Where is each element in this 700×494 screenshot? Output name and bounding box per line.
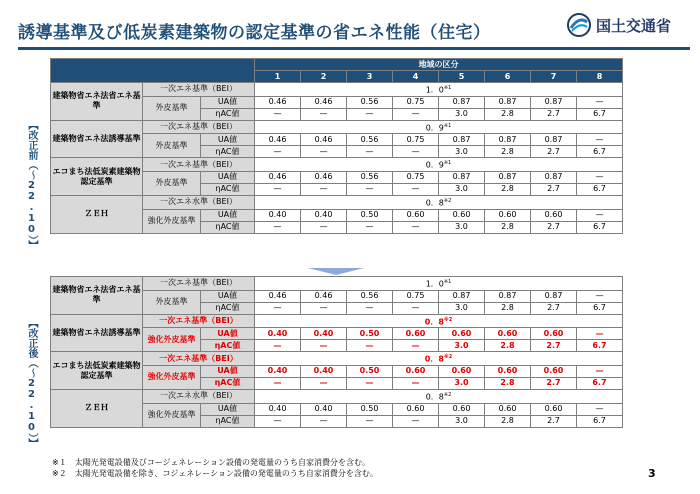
envelope-label-text: 外皮基準 xyxy=(155,103,188,113)
bei-footnote-mark: ※2 xyxy=(443,391,452,398)
nac-value: — xyxy=(255,221,301,233)
bei-label: 一次エネ基準（BEI） xyxy=(143,314,255,328)
nac-value: — xyxy=(301,146,347,158)
bei-value xyxy=(255,314,623,328)
bei-footnote-mark: ※1 xyxy=(443,85,452,91)
bei-value xyxy=(255,120,623,134)
bei-number: 0．9 xyxy=(425,160,444,170)
category-label: エコまち法低炭素建築物認定基準 xyxy=(51,158,143,196)
ua-value: 0.46 xyxy=(255,96,301,108)
ua-value: — xyxy=(577,171,623,183)
nac-value: — xyxy=(301,340,347,352)
envelope-label-text: 強化外皮基準 xyxy=(147,372,196,382)
ua-value: 0.60 xyxy=(393,209,439,221)
nac-value: — xyxy=(255,377,301,389)
nac-label-text: ηAC値 xyxy=(215,109,240,119)
nac-value: 2.8 xyxy=(485,146,531,158)
bei-number: 1．0 xyxy=(425,279,444,289)
envelope-label xyxy=(143,96,201,120)
region-8: 8 xyxy=(577,71,623,83)
category-label: エコまち法低炭素建築物認定基準 xyxy=(51,352,143,390)
ua-value: 0.46 xyxy=(255,171,301,183)
ua-value: 0.87 xyxy=(485,171,531,183)
nac-value: — xyxy=(255,183,301,195)
envelope-label-text: 強化外皮基準 xyxy=(147,410,196,420)
ua-value: 0.40 xyxy=(301,328,347,340)
nac-value: — xyxy=(347,302,393,314)
envelope-label xyxy=(143,403,201,427)
ua-value: 0.60 xyxy=(439,403,485,415)
region-1: 1 xyxy=(255,71,301,83)
nac-value: 6.7 xyxy=(577,415,623,427)
nac-value: 2.8 xyxy=(485,302,531,314)
nac-value: 6.7 xyxy=(577,108,623,120)
ua-value: 0.60 xyxy=(393,328,439,340)
ua-value: — xyxy=(577,134,623,146)
nac-value: — xyxy=(301,415,347,427)
bei-label: 一次エネ水準（BEI） xyxy=(143,389,255,403)
ua-value: 0.87 xyxy=(531,171,577,183)
nac-label xyxy=(201,302,255,314)
bei-footnote-mark: ※2 xyxy=(443,354,453,361)
nac-value: 3.0 xyxy=(439,146,485,158)
nac-label xyxy=(201,415,255,427)
envelope-label-text: 強化外皮基準 xyxy=(147,216,196,226)
down-arrow-icon xyxy=(308,268,364,275)
ua-value: 0.46 xyxy=(301,96,347,108)
footnote-2: ※２ 太陽光発電設備を除き、コジェネレーション設備の発電量のうち自家消費分を含む。 xyxy=(52,469,378,478)
category-label: ＺＥＨ xyxy=(51,389,143,427)
nac-value: — xyxy=(347,415,393,427)
bei-number: 0．8 xyxy=(424,317,444,327)
ua-value: 0.60 xyxy=(531,403,577,415)
nac-value: — xyxy=(301,302,347,314)
category-label: 建築物省エネ法省エネ基準 xyxy=(51,83,143,121)
nac-value: 2.8 xyxy=(485,415,531,427)
nac-value: — xyxy=(393,146,439,158)
ua-label: UA値 xyxy=(201,209,255,221)
page-number: 3 xyxy=(648,467,656,480)
ua-value: 0.87 xyxy=(531,96,577,108)
nac-value: 6.7 xyxy=(577,146,623,158)
envelope-label-text: 外皮基準 xyxy=(155,178,188,188)
nac-value: — xyxy=(347,146,393,158)
ua-value: — xyxy=(577,96,623,108)
region-2: 2 xyxy=(301,71,347,83)
bei-footnote-mark: ※1 xyxy=(443,279,452,285)
ua-value: — xyxy=(577,209,623,221)
ua-value: 0.60 xyxy=(485,403,531,415)
before-bracket: 【改正前（〜22.10）】 xyxy=(26,120,37,250)
envelope-label xyxy=(143,134,201,158)
nac-value: — xyxy=(347,221,393,233)
ua-value: 0.56 xyxy=(347,96,393,108)
ua-label: UA値 xyxy=(201,171,255,183)
envelope-label-text: 外皮基準 xyxy=(155,140,188,150)
mlit-logo xyxy=(566,12,690,38)
ua-value: 0.60 xyxy=(485,328,531,340)
nac-value: 2.7 xyxy=(531,415,577,427)
nac-value: 2.7 xyxy=(531,146,577,158)
nac-label-text: ηAC値 xyxy=(214,378,241,388)
ua-value: 0.87 xyxy=(439,290,485,302)
ua-label: UA値 xyxy=(201,403,255,415)
ua-label: UA値 xyxy=(201,134,255,146)
bei-label: 一次エネ基準（BEI） xyxy=(143,158,255,172)
region-6: 6 xyxy=(485,71,531,83)
nac-value: — xyxy=(393,183,439,195)
ua-value: 0.46 xyxy=(301,134,347,146)
nac-value: 3.0 xyxy=(439,183,485,195)
ua-value: 0.40 xyxy=(301,403,347,415)
ua-value: 0.60 xyxy=(393,365,439,377)
bei-value xyxy=(255,277,623,291)
ua-value: 0.87 xyxy=(439,96,485,108)
nac-value: — xyxy=(347,340,393,352)
ua-value: 0.87 xyxy=(485,96,531,108)
ua-value: 0.50 xyxy=(347,209,393,221)
category-label: 建築物省エネ法省エネ基準 xyxy=(51,277,143,315)
ua-value: 0.40 xyxy=(255,209,301,221)
nac-label xyxy=(201,377,255,389)
bei-value xyxy=(255,389,623,403)
nac-value: 3.0 xyxy=(439,340,485,352)
region-3: 3 xyxy=(347,71,393,83)
ua-value: 0.40 xyxy=(255,365,301,377)
ua-value: 0.46 xyxy=(301,290,347,302)
bei-label: 一次エネ基準（BEI） xyxy=(143,83,255,97)
ua-value: 0.87 xyxy=(439,134,485,146)
nac-value: — xyxy=(255,302,301,314)
nac-value: 3.0 xyxy=(439,221,485,233)
nac-value: 6.7 xyxy=(577,302,623,314)
nac-value: 2.7 xyxy=(531,302,577,314)
ua-value: 0.87 xyxy=(531,290,577,302)
category-label: 建築物省エネ法誘導基準 xyxy=(51,120,143,158)
bei-footnote-mark: ※1 xyxy=(443,122,452,129)
ua-value: 0.60 xyxy=(531,365,577,377)
mlit-logo-icon xyxy=(566,12,592,38)
header-blank xyxy=(51,59,255,83)
envelope-label-text: 強化外皮基準 xyxy=(147,334,196,344)
region-4: 4 xyxy=(393,71,439,83)
nac-label-text: ηAC値 xyxy=(215,222,240,232)
envelope-label xyxy=(143,328,201,352)
footnotes xyxy=(52,457,378,479)
ua-value: 0.60 xyxy=(439,365,485,377)
nac-value: — xyxy=(301,221,347,233)
nac-value: — xyxy=(347,377,393,389)
ua-value: 0.60 xyxy=(439,209,485,221)
nac-value: 2.8 xyxy=(485,377,531,389)
nac-value: 6.7 xyxy=(577,183,623,195)
bei-label: 一次エネ水準（BEI） xyxy=(143,195,255,209)
nac-value: 2.8 xyxy=(485,108,531,120)
bei-value xyxy=(255,352,623,366)
ua-value: 0.50 xyxy=(347,365,393,377)
ua-label: UA値 xyxy=(201,290,255,302)
bei-number: 0．8 xyxy=(424,354,444,364)
ua-value: 0.46 xyxy=(301,171,347,183)
nac-label xyxy=(201,340,255,352)
nac-value: 2.7 xyxy=(531,340,577,352)
ua-value: 0.75 xyxy=(393,171,439,183)
nac-value: 2.7 xyxy=(531,183,577,195)
nac-value: 6.7 xyxy=(577,340,623,352)
ua-value: 0.46 xyxy=(255,134,301,146)
bei-footnote-mark: ※1 xyxy=(443,160,452,167)
nac-label xyxy=(201,108,255,120)
nac-value: — xyxy=(393,340,439,352)
nac-value: — xyxy=(393,415,439,427)
bei-label: 一次エネ基準（BEI） xyxy=(143,352,255,366)
nac-value: — xyxy=(301,183,347,195)
nac-label xyxy=(201,183,255,195)
category-label: 建築物省エネ法誘導基準 xyxy=(51,314,143,352)
page-title: 誘導基準及び低炭素建築物の認定基準の省エネ性能（住宅） xyxy=(18,23,491,43)
nac-label xyxy=(201,221,255,233)
logo-text: 国土交通省 xyxy=(596,17,672,35)
ua-value: — xyxy=(577,403,623,415)
ua-value: 0.40 xyxy=(255,328,301,340)
ua-value: 0.40 xyxy=(301,365,347,377)
nac-label-text: ηAC値 xyxy=(215,303,240,313)
ua-value: 0.46 xyxy=(255,290,301,302)
ua-value: 0.60 xyxy=(485,209,531,221)
nac-value: — xyxy=(393,108,439,120)
nac-value: 6.7 xyxy=(577,377,623,389)
envelope-label-text: 外皮基準 xyxy=(155,297,188,307)
region-header: 地域の区分 xyxy=(255,59,623,71)
ua-value: 0.60 xyxy=(485,365,531,377)
nac-value: — xyxy=(393,221,439,233)
nac-value: 2.8 xyxy=(485,183,531,195)
ua-label: UA値 xyxy=(201,328,255,340)
ua-value: 0.87 xyxy=(485,134,531,146)
ua-label: UA値 xyxy=(201,96,255,108)
category-label: ＺＥＨ xyxy=(51,195,143,233)
ua-value: 0.56 xyxy=(347,134,393,146)
nac-value: — xyxy=(301,377,347,389)
ua-value: — xyxy=(577,365,623,377)
nac-value: 6.7 xyxy=(577,221,623,233)
ua-value: 0.87 xyxy=(439,171,485,183)
after-table xyxy=(50,276,623,428)
nac-value: 2.8 xyxy=(485,221,531,233)
ua-value: 0.60 xyxy=(393,403,439,415)
bei-footnote-mark: ※2 xyxy=(443,316,453,323)
nac-label xyxy=(201,146,255,158)
nac-value: — xyxy=(347,108,393,120)
before-table xyxy=(50,58,623,234)
nac-value: — xyxy=(255,340,301,352)
nac-value: 3.0 xyxy=(439,302,485,314)
nac-value: 2.8 xyxy=(485,340,531,352)
nac-value: — xyxy=(301,108,347,120)
bei-label: 一次エネ基準（BEI） xyxy=(143,120,255,134)
region-7: 7 xyxy=(531,71,577,83)
nac-value: — xyxy=(347,183,393,195)
ua-value: 0.60 xyxy=(531,328,577,340)
ua-value: 0.75 xyxy=(393,134,439,146)
nac-value: 2.7 xyxy=(531,221,577,233)
ua-value: 0.75 xyxy=(393,96,439,108)
footnote-1: ※１ 太陽光発電設備及びコージェネレーション設備の発電量のうち自家消費分を含む。 xyxy=(52,458,371,467)
bei-footnote-mark: ※2 xyxy=(443,197,452,204)
ua-value: 0.56 xyxy=(347,290,393,302)
title-rule xyxy=(18,47,690,50)
envelope-label xyxy=(143,290,201,314)
nac-label-text: ηAC値 xyxy=(215,184,240,194)
bei-number: 1．0 xyxy=(425,85,444,95)
bei-label: 一次エネ基準（BEI） xyxy=(143,277,255,291)
envelope-label xyxy=(143,365,201,389)
ua-value: 0.40 xyxy=(255,403,301,415)
ua-value: 0.60 xyxy=(439,328,485,340)
nac-label-text: ηAC値 xyxy=(215,416,240,426)
nac-label-text: ηAC値 xyxy=(215,146,240,156)
nac-value: — xyxy=(393,302,439,314)
ua-value: 0.40 xyxy=(301,209,347,221)
ua-value: — xyxy=(577,290,623,302)
nac-value: 3.0 xyxy=(439,415,485,427)
nac-value: — xyxy=(255,146,301,158)
envelope-label xyxy=(143,171,201,195)
bei-number: 0．8 xyxy=(425,198,444,208)
ua-value: 0.50 xyxy=(347,403,393,415)
ua-value: 0.60 xyxy=(531,209,577,221)
nac-value: — xyxy=(393,377,439,389)
ua-value: 0.87 xyxy=(531,134,577,146)
ua-value: 0.75 xyxy=(393,290,439,302)
bei-value xyxy=(255,158,623,172)
ua-label: UA値 xyxy=(201,365,255,377)
nac-value: 2.7 xyxy=(531,108,577,120)
nac-value: — xyxy=(255,415,301,427)
envelope-label xyxy=(143,209,201,233)
after-bracket: 【改正後（〜22.10）】 xyxy=(26,318,37,448)
bei-value xyxy=(255,195,623,209)
bei-number: 0．9 xyxy=(425,123,444,133)
nac-value: 3.0 xyxy=(439,377,485,389)
nac-value: 2.7 xyxy=(531,377,577,389)
bei-number: 0．8 xyxy=(425,392,444,402)
bei-value xyxy=(255,83,623,97)
ua-value: — xyxy=(577,328,623,340)
ua-value: 0.50 xyxy=(347,328,393,340)
ua-value: 0.56 xyxy=(347,171,393,183)
ua-value: 0.87 xyxy=(485,290,531,302)
region-5: 5 xyxy=(439,71,485,83)
nac-value: — xyxy=(255,108,301,120)
nac-value: 3.0 xyxy=(439,108,485,120)
nac-label-text: ηAC値 xyxy=(214,340,241,350)
